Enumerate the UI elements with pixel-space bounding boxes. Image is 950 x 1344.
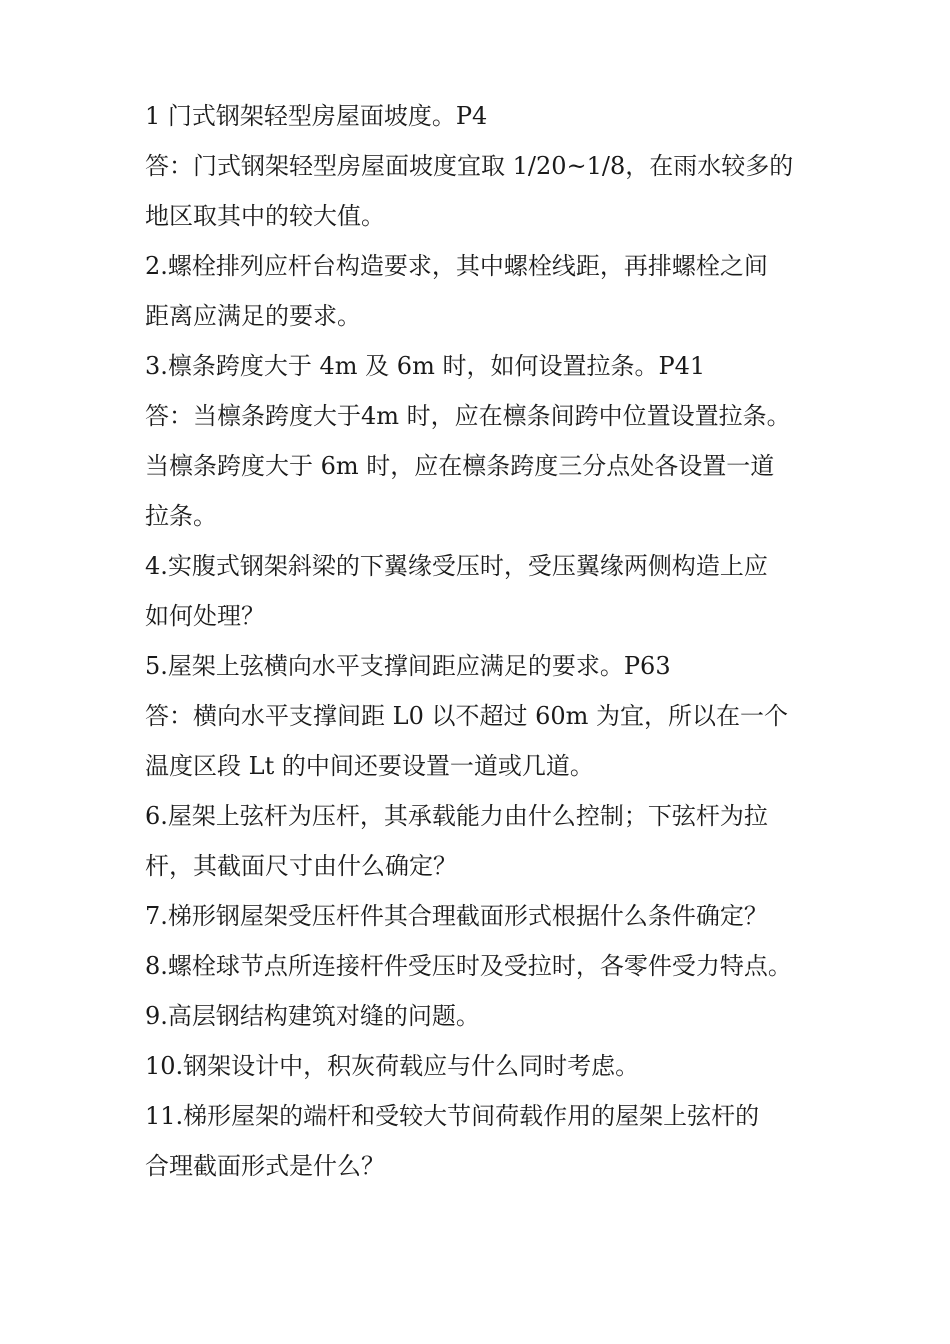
answer-3-line-3: 拉条。 bbox=[145, 502, 217, 530]
question-5: 5.屋架上弦横向水平支撑间距应满足的要求。P63 bbox=[145, 652, 671, 680]
answer-1-line-1: 答：门式钢架轻型房屋面坡度宜取 1/20~1/8，在雨水较多的 bbox=[145, 152, 794, 180]
question-2-line-1: 2.螺栓排列应杆台构造要求，其中螺栓线距，再排螺栓之间 bbox=[145, 252, 768, 280]
answer-5-line-2: 温度区段 Lt 的中间还要设置一道或几道。 bbox=[145, 752, 594, 780]
question-10: 10.钢架设计中，积灰荷载应与什么同时考虑。 bbox=[145, 1052, 640, 1080]
question-11-line-2: 合理截面形式是什么？ bbox=[145, 1152, 385, 1180]
question-1: 1 门式钢架轻型房屋面坡度。P4 bbox=[145, 102, 488, 130]
answer-3-line-2: 当檩条跨度大于 6m 时，应在檩条跨度三分点处各设置一道 bbox=[145, 452, 775, 480]
question-8: 8.螺栓球节点所连接杆件受压时及受拉时，各零件受力特点。 bbox=[145, 952, 792, 980]
question-4-line-1: 4.实腹式钢架斜梁的下翼缘受压时，受压翼缘两侧构造上应 bbox=[145, 552, 768, 580]
question-4-line-2: 如何处理？ bbox=[145, 602, 265, 630]
question-9: 9.高层钢结构建筑对缝的问题。 bbox=[145, 1002, 480, 1030]
question-11-line-1: 11.梯形屋架的端杆和受较大节间荷载作用的屋架上弦杆的 bbox=[145, 1102, 760, 1130]
question-6-line-1: 6.屋架上弦杆为压杆，其承载能力由什么控制；下弦杆为拉 bbox=[145, 802, 768, 830]
answer-5-line-1: 答：横向水平支撑间距 L0 以不超过 60m 为宜，所以在一个 bbox=[145, 702, 789, 730]
answer-3-line-1: 答：当檩条跨度大于4m 时，应在檩条间跨中位置设置拉条。 bbox=[145, 402, 791, 430]
question-3: 3.檩条跨度大于 4m 及 6m 时，如何设置拉条。P41 bbox=[145, 352, 706, 380]
answer-1-line-2: 地区取其中的较大值。 bbox=[145, 202, 385, 230]
question-7: 7.梯形钢屋架受压杆件其合理截面形式根据什么条件确定？ bbox=[145, 902, 768, 930]
question-2-line-2: 距离应满足的要求。 bbox=[145, 302, 361, 330]
question-6-line-2: 杆，其截面尺寸由什么确定？ bbox=[145, 852, 457, 880]
